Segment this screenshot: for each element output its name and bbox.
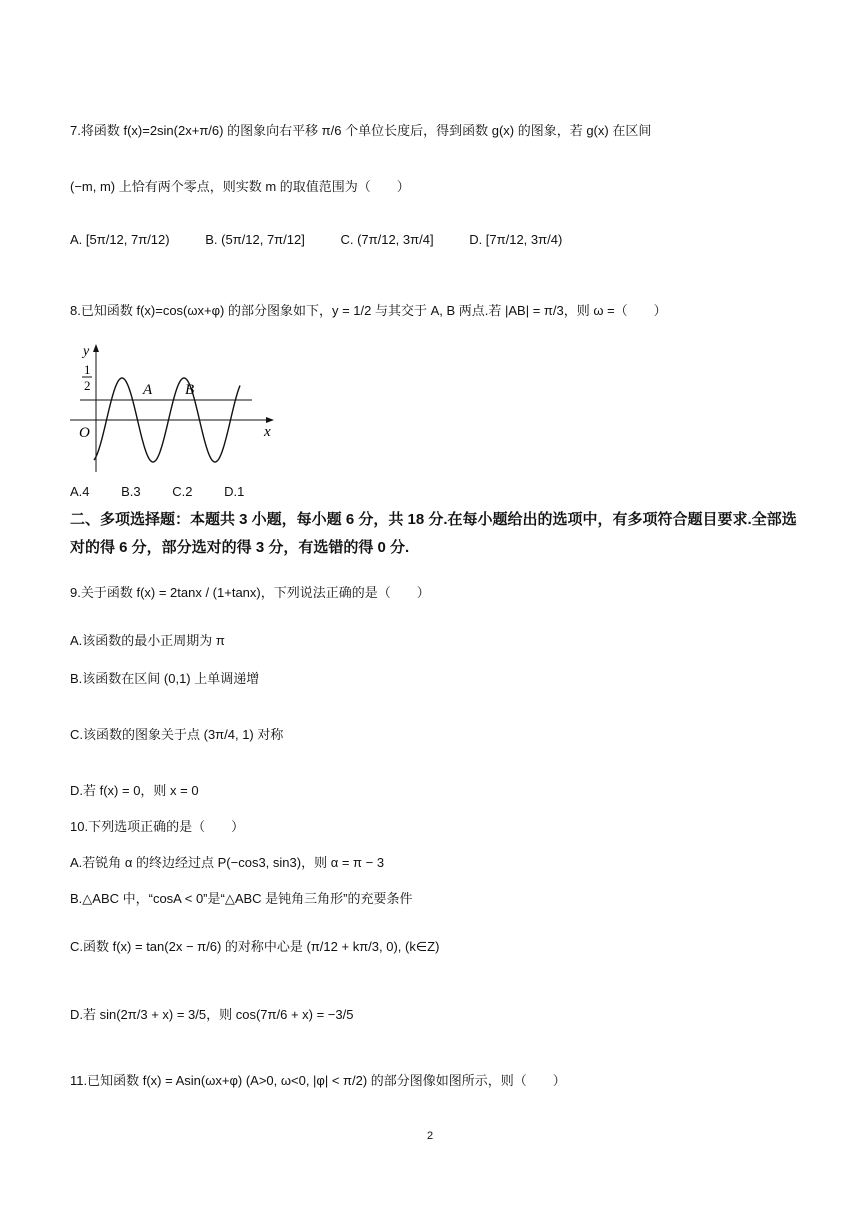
q7-line2: (−m, m) 上恰有两个零点，则实数 m 的取值范围为（ ）	[70, 179, 410, 194]
q9-option-c: C.该函数的图象关于点 (3π/4, 1) 对称	[70, 727, 284, 742]
page-number: 2	[426, 1130, 434, 1142]
q8-option-c: C.2	[172, 484, 193, 499]
q7-line1: 7.将函数 f(x)=2sin(2x+π/6) 的图象向右平移 π/6 个单位长度后，得到函数 g(x) 的图象，若 g(x) 在区间	[70, 123, 652, 138]
half-numerator: 1	[84, 362, 91, 377]
q10-option-c: C.函数 f(x) = tan(2x − π/6) 的对称中心是 (π/12 + kπ/3, 0), (k∈Z)	[70, 939, 440, 954]
q9-option-b: B.该函数在区间 (0,1) 上单调递增	[70, 671, 260, 686]
q9-option-d: D.若 f(x) = 0，则 x = 0	[70, 783, 199, 798]
half-denominator: 2	[84, 378, 91, 393]
q10-option-a: A.若锐角 α 的终边经过点 P(−cos3, sin3)，则 α = π − 3	[70, 855, 385, 870]
q9-option-a: A.该函数的最小正周期为 π	[70, 633, 225, 648]
q7-option-d: D. [7π/12, 3π/4)	[469, 232, 563, 247]
origin-label: O	[79, 425, 90, 441]
point-b-label: B	[185, 382, 195, 398]
point-a-label: A	[143, 382, 153, 398]
x-label: x	[264, 424, 271, 440]
q7-option-a: A. [5π/12, 7π/12)	[70, 232, 170, 247]
q8-text: 8.已知函数 f(x)=cos(ωx+φ) 的部分图象如下，y = 1/2 与其交于 A, B 两点.若 |AB| = π/3，则 ω =（ ）	[70, 303, 667, 318]
q11-text: 11.已知函数 f(x) = Asin(ωx+φ) (A>0, ω<0, |φ| < π/2) 的部分图像如图所示，则（ ）	[70, 1073, 566, 1088]
q8-cosine-graph	[70, 340, 280, 475]
x-axis-arrow	[266, 417, 274, 423]
q7-option-c: C. (7π/12, 3π/4]	[340, 232, 434, 247]
q10-text: 10.下列选项正确的是（ ）	[70, 819, 245, 834]
q7-option-b: B. (5π/12, 7π/12]	[205, 232, 305, 247]
q8-options	[70, 484, 272, 499]
q10-option-b: B.△ABC 中，“cosA < 0”是“△ABC 是钝角三角形”的充要条件	[70, 891, 413, 906]
q9-text: 9.关于函数 f(x) = 2tanx / (1+tanx)，下列说法正确的是（ ）	[70, 585, 430, 600]
y-axis-arrow	[93, 344, 99, 352]
q10-option-d: D.若 sin(2π/3 + x) = 3/5，则 cos(7π/6 + x) = −3/5	[70, 1007, 354, 1022]
q7-options	[70, 232, 594, 247]
q8-option-b: B.3	[121, 484, 141, 499]
section2-heading: 二、多项选择题：本题共 3 小题，每小题 6 分，共 18 分.在每小题给出的选项中，有多项符合题目要求.全部选对的得 6 分，部分选对的得 3 分，有选错的得 0 分.	[70, 511, 797, 556]
q8-option-a: A.4	[70, 484, 90, 499]
y-label: y	[83, 344, 90, 359]
q8-option-d: D.1	[224, 484, 245, 499]
